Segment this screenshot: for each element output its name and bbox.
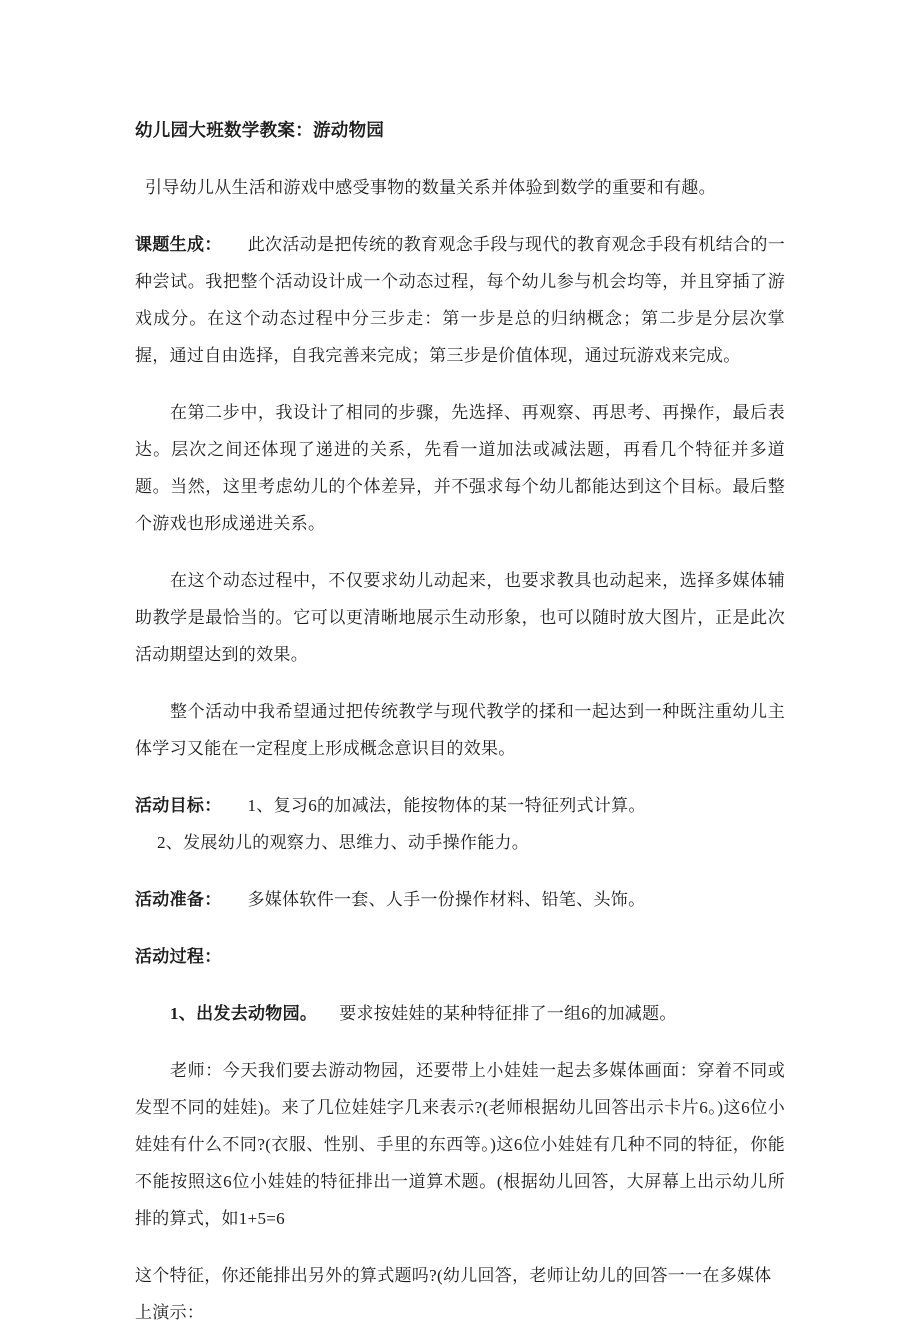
whole-activity-paragraph: 整个活动中我希望通过把传统教学与现代教学的揉和一起达到一种既注重幼儿主体学习又能在一定程度上形成概念意识目的效果。 [135,702,785,758]
preparation-body: 多媒体软件一套、人手一份操作材料、铅笔、头饰。 [247,890,646,909]
process-step1-line [135,995,785,1032]
preparation-line [135,881,785,918]
closing-line: 这个特征，你还能排出另外的算式题吗?(幼儿回答，老师让幼儿的回答一一在多媒体上演示： [135,1266,772,1322]
step2-paragraph: 在第二步中，我设计了相同的步骤，先选择、再观察、再思考、再操作，最后表达。层次之间还体现了递进的关系，先看一道加法或减法题，再看几个特征并多道题。当然，这里考虑幼儿的个体差异，并不强求每个幼儿都能达到这个目标。最后整个游戏也形成递进关系。 [135,403,785,533]
teacher-paragraph: 老师：今天我们要去游动物园，还要带上小娃娃一起去多媒体画面：穿着不同或发型不同的娃娃)。来了几位娃娃字几来表示?(老师根据幼儿回答出示卡片6。)这6位小娃娃有什么不同?(衣服、性别、手里的东西等。)这6位小娃娃有几种不同的特征，你能不能按照这6位小娃娃的特征排出一道算术题。(根据幼儿回答，大屏幕上出示幼儿所排的算式，如1+5=6 [135,1061,785,1228]
intro-paragraph: 引导幼儿从生活和游戏中感受事物的数量关系并体验到数学的重要和有趣。 [145,178,716,197]
topic-paragraph [135,226,785,374]
topic-label: 课题生成： [135,235,222,254]
goals-line [135,787,785,824]
process-step1-label: 1、出发去动物园。 [170,1004,318,1023]
doc-title: 幼儿园大班数学教案：游动物园 [135,120,385,140]
dynamic-process-paragraph: 在这个动态过程中，不仅要求幼儿动起来，也要求教具也动起来，选择多媒体辅助教学是最恰当的。它可以更清晰地展示生动形象，也可以随时放大图片，正是此次活动期望达到的效果。 [135,571,785,664]
goal-item-2: 2、发展幼儿的观察力、思维力、动手操作能力。 [157,833,530,852]
goal-item-1: 1、复习6的加减法，能按物体的某一特征列式计算。 [247,796,646,815]
process-label: 活动过程： [135,947,222,966]
goals-label: 活动目标： [135,796,222,815]
process-heading [135,938,785,975]
process-step1-body: 要求按娃娃的某种特征排了一组6的加减题。 [339,1004,677,1023]
preparation-label: 活动准备： [135,890,222,909]
topic-body: 此次活动是把传统的教育观念手段与现代的教育观念手段有机结合的一种尝试。我把整个活动设计成一个动态过程，每个幼儿参与机会均等，并且穿插了游戏成分。在这个动态过程中分三步走：第一步是总的归纳概念；第二步是分层次掌握，通过自由选择，自我完善来完成；第三步是价值体现，通过玩游戏来完成。 [135,235,785,365]
